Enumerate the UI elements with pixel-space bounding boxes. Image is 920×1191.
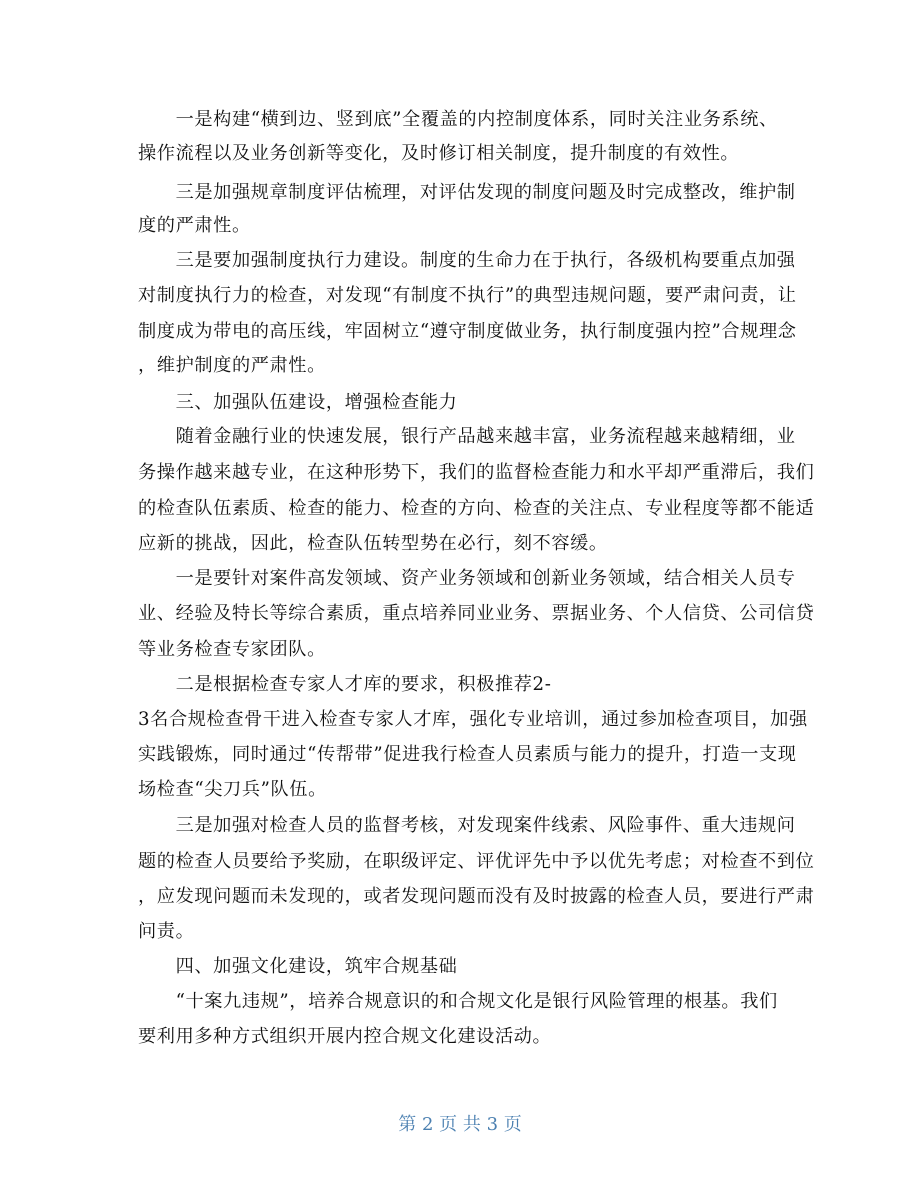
text-line-8: ，维护制度的严肃性。 (138, 355, 326, 376)
text-line-7: 制度成为带电的高压线，牢固树立“遵守制度做业务，执行制度强内控”合规理念 (138, 321, 797, 342)
text-line-14: 一是要针对案件高发领域、资产业务领域和创新业务领域，结合相关人员专 (138, 568, 796, 589)
text-line-6: 对制度执行力的检查，对发现“有制度不执行”的典型违规问题，要严肃问责，让 (138, 285, 797, 306)
text-line-4: 度的严肃性。 (138, 215, 251, 236)
text-line-23: ，应发现问题而未发现的，或者发现问题而没有及时披露的检查人员，要进行严肃 (138, 886, 815, 907)
text-line-12: 的检查队伍素质、检查的能力、检查的方向、检查的关注点、专业程度等都不能适 (138, 498, 815, 519)
text-line-3: 三是加强规章制度评估梳理，对评估发现的制度问题及时完成整改，维护制 (138, 182, 796, 203)
text-line-26: “十案九违规”，培养合规意识的和合规文化是银行风险管理的根基。我们 (138, 991, 778, 1012)
text-line-2: 操作流程以及业务创新等变化，及时修订相关制度，提升制度的有效性。 (138, 143, 740, 164)
page-number-footer: 第 2 页 共 3 页 (398, 1114, 522, 1135)
text-line-15: 业、经验及特长等综合素质，重点培养同业业务、票据业务、个人信贷、公司信贷 (138, 603, 815, 624)
text-line-1: 一是构建“横到边、竖到底”全覆盖的内控制度体系，同时关注业务系统、 (138, 109, 778, 130)
text-line-16: 等业务检查专家团队。 (138, 639, 326, 660)
text-line-21: 三是加强对检查人员的监督考核，对发现案件线索、风险事件、重大违规问 (138, 815, 796, 836)
text-line-20: 场检查“尖刀兵”队伍。 (138, 779, 327, 800)
text-line-11: 务操作越来越专业，在这种形势下，我们的监督检查能力和水平却严重滞后，我们 (138, 462, 815, 483)
text-line-24: 问责。 (138, 921, 195, 942)
text-line-19: 实践锻炼，同时通过“传帮带”促进我行检查人员素质与能力的提升，打造一支现 (138, 744, 797, 765)
text-line-10: 随着金融行业的快速发展，银行产品越来越丰富，业务流程越来越精细，业 (138, 426, 796, 447)
text-line-22: 题的检查人员要给予奖励，在职级评定、评优评先中予以优先考虑；对检查不到位 (138, 851, 815, 872)
text-line-5: 三是要加强制度执行力建设。制度的生命力在于执行，各级机构要重点加强 (138, 250, 796, 271)
section-heading-4: 四、加强文化建设，筑牢合规基础 (138, 956, 458, 977)
text-line-17: 二是根据检查专家人才库的要求，积极推荐2- (138, 674, 552, 695)
section-heading-3: 三、加强队伍建设，增强检查能力 (138, 392, 458, 413)
text-line-27: 要利用多种方式组织开展内控合规文化建设活动。 (138, 1026, 552, 1047)
text-line-13: 应新的挑战，因此，检查队伍转型势在必行，刻不容缓。 (138, 533, 608, 554)
text-line-18: 3名合规检查骨干进入检查专家人才库，强化专业培训，通过参加检查项目，加强 (138, 709, 808, 730)
